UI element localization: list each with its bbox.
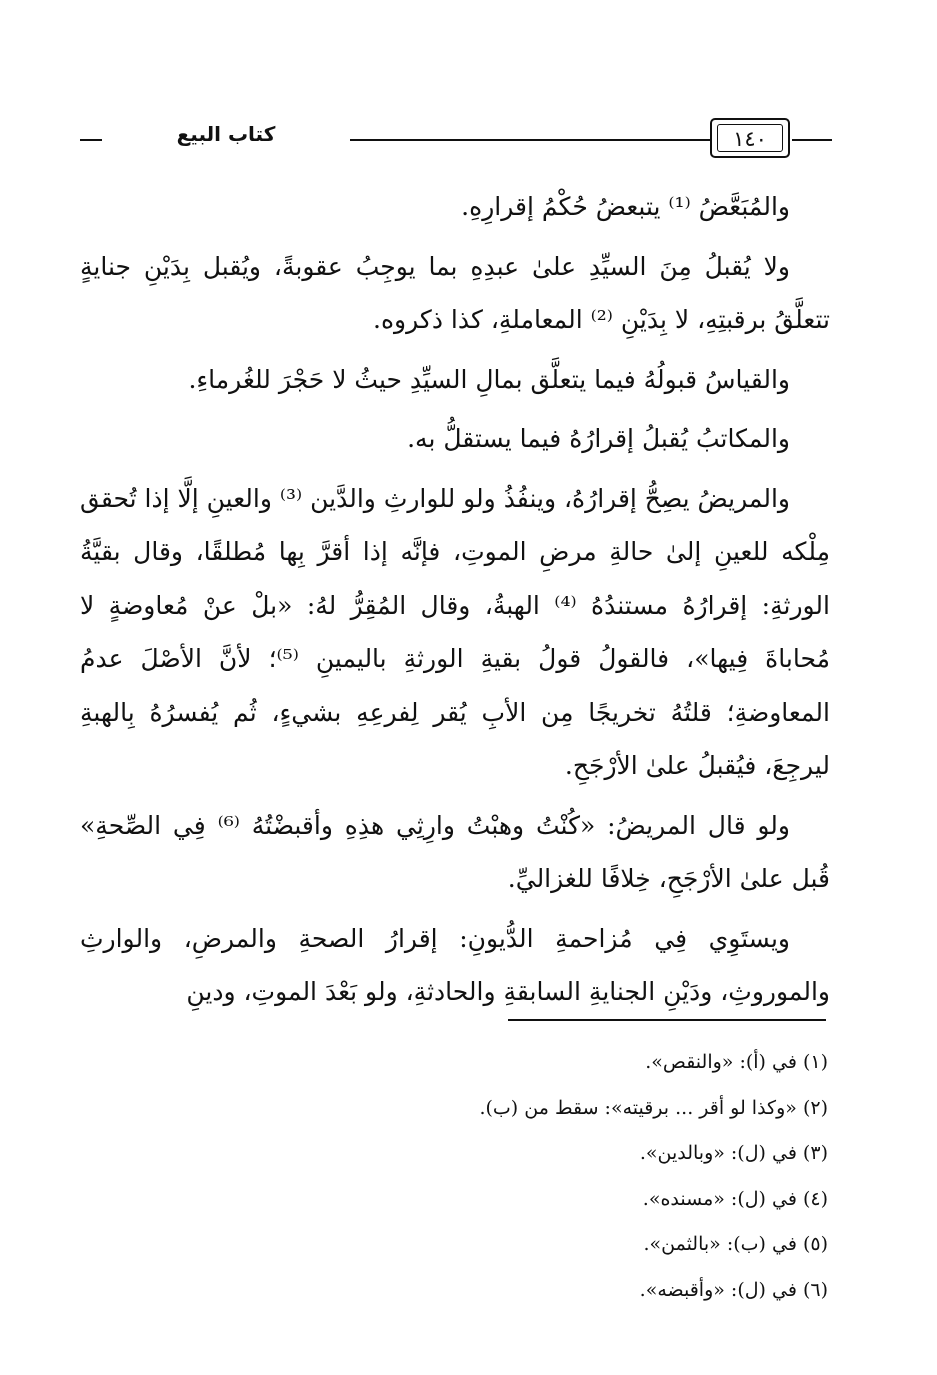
footnote-6: (٦) في (ل): «وأقبضه».: [639, 1278, 828, 1301]
paragraph-3: والقياسُ قبولُهُ فيما يتعلَّق بمالِ السيِّدِ حيثُ لا حَجْرَ للغُرماءِ.: [188, 364, 790, 394]
footnote-3: (٣) في (ل): «وبالدين».: [639, 1142, 828, 1164]
book-title: كتاب البيع: [176, 122, 276, 146]
paragraph-7: ويستَوِي فِي مُزاحمةِ الدُّيونِ: إقرارُ الصحةِ والمرضِ، والوارثِ والموروثِ، ودَيْنِ الجنايةِ السابقةِ والحادثةِ، ولو بَعْدَ الموتِ، ودينِ: [80, 923, 830, 1006]
paragraph-6: ولو قال المريضُ: «كُنْتُ وهبْتُ وارِثِي هذِهِ وأقبضْتُهُ ⁽⁶⁾ فِي الصِّحةِ» قُبل علىٰ الأرْجَحِ، خِلافًا للغزاليِّ.: [80, 810, 830, 893]
footnote-4: (٤) في (ل): «مسنده».: [642, 1187, 828, 1210]
running-header: [80, 118, 840, 162]
footnote-separator: [508, 1019, 826, 1021]
main-text: [80, 180, 830, 1019]
header-rule-middle: [350, 139, 710, 141]
paragraph-1: والمُبَعَّضُ ⁽¹⁾ يتبعضُ حُكْمُ إقرارِهِ.: [461, 192, 790, 221]
paragraph-4: والمكاتبُ يُقبلُ إقرارُهُ فيما يستقلُّ به.: [407, 424, 790, 453]
page-number-box: [710, 118, 790, 158]
header-rule-left: [80, 139, 102, 141]
footnote-5: (٥) في (ب): «بالثمن».: [643, 1233, 828, 1255]
footnote-1: (١) في (أ): «والنقص».: [645, 1051, 828, 1073]
paragraph-2: ولا يُقبلُ مِنَ السيِّدِ علىٰ عبدِهِ بما يوجِبُ عقوبةً، ويُقبل بِدَيْنِ جنايةٍ تتعلَّقُ برقبتِهِ، لا بِدَيْنِ ⁽²⁾ المعاملةِ، كذا ذكروه.: [80, 251, 830, 334]
footnotes: [80, 1040, 828, 1313]
header-rule-right: [792, 139, 832, 141]
footnote-2: (٢) «وكذا لو أقر ... برقيته»: سقط من (ب).: [479, 1096, 828, 1119]
paragraph-5: والمريضُ يصِحُّ إقرارُهُ، وينفُذُ ولو للوارثِ والدَّين ⁽³⁾ والعينِ إلَّا إذا تُحقق مِلْكه للعينِ إلىٰ حالةِ مرضِ الموتِ، فإنَّه إذا أقرَّ بِها مُطلقًا، وقال بقيَّةُ الورثةِ: إقرارُهُ مستندُهُ ⁽⁴⁾ الهبةُ، وقال المُقِرُّ لهُ: «بلْ عنْ مُعاوضةٍ لا مُحاباةَ فِيها»، فالقولُ قولُ بقيةِ الورثةِ باليمينِ ⁽⁵⁾؛ لأنَّ الأصْلَ عدمُ المعاوضةِ؛ قلتُهُ تخريجًا مِن الأبِ يُقر لِفرعِهِ بشيءٍ، ثُم يُفسرُهُ بِالهبةِ ليرجِعَ، فيُقبلُ علىٰ الأرْجَحِ.: [79, 483, 830, 780]
page-number: ١٤٠: [717, 124, 783, 152]
